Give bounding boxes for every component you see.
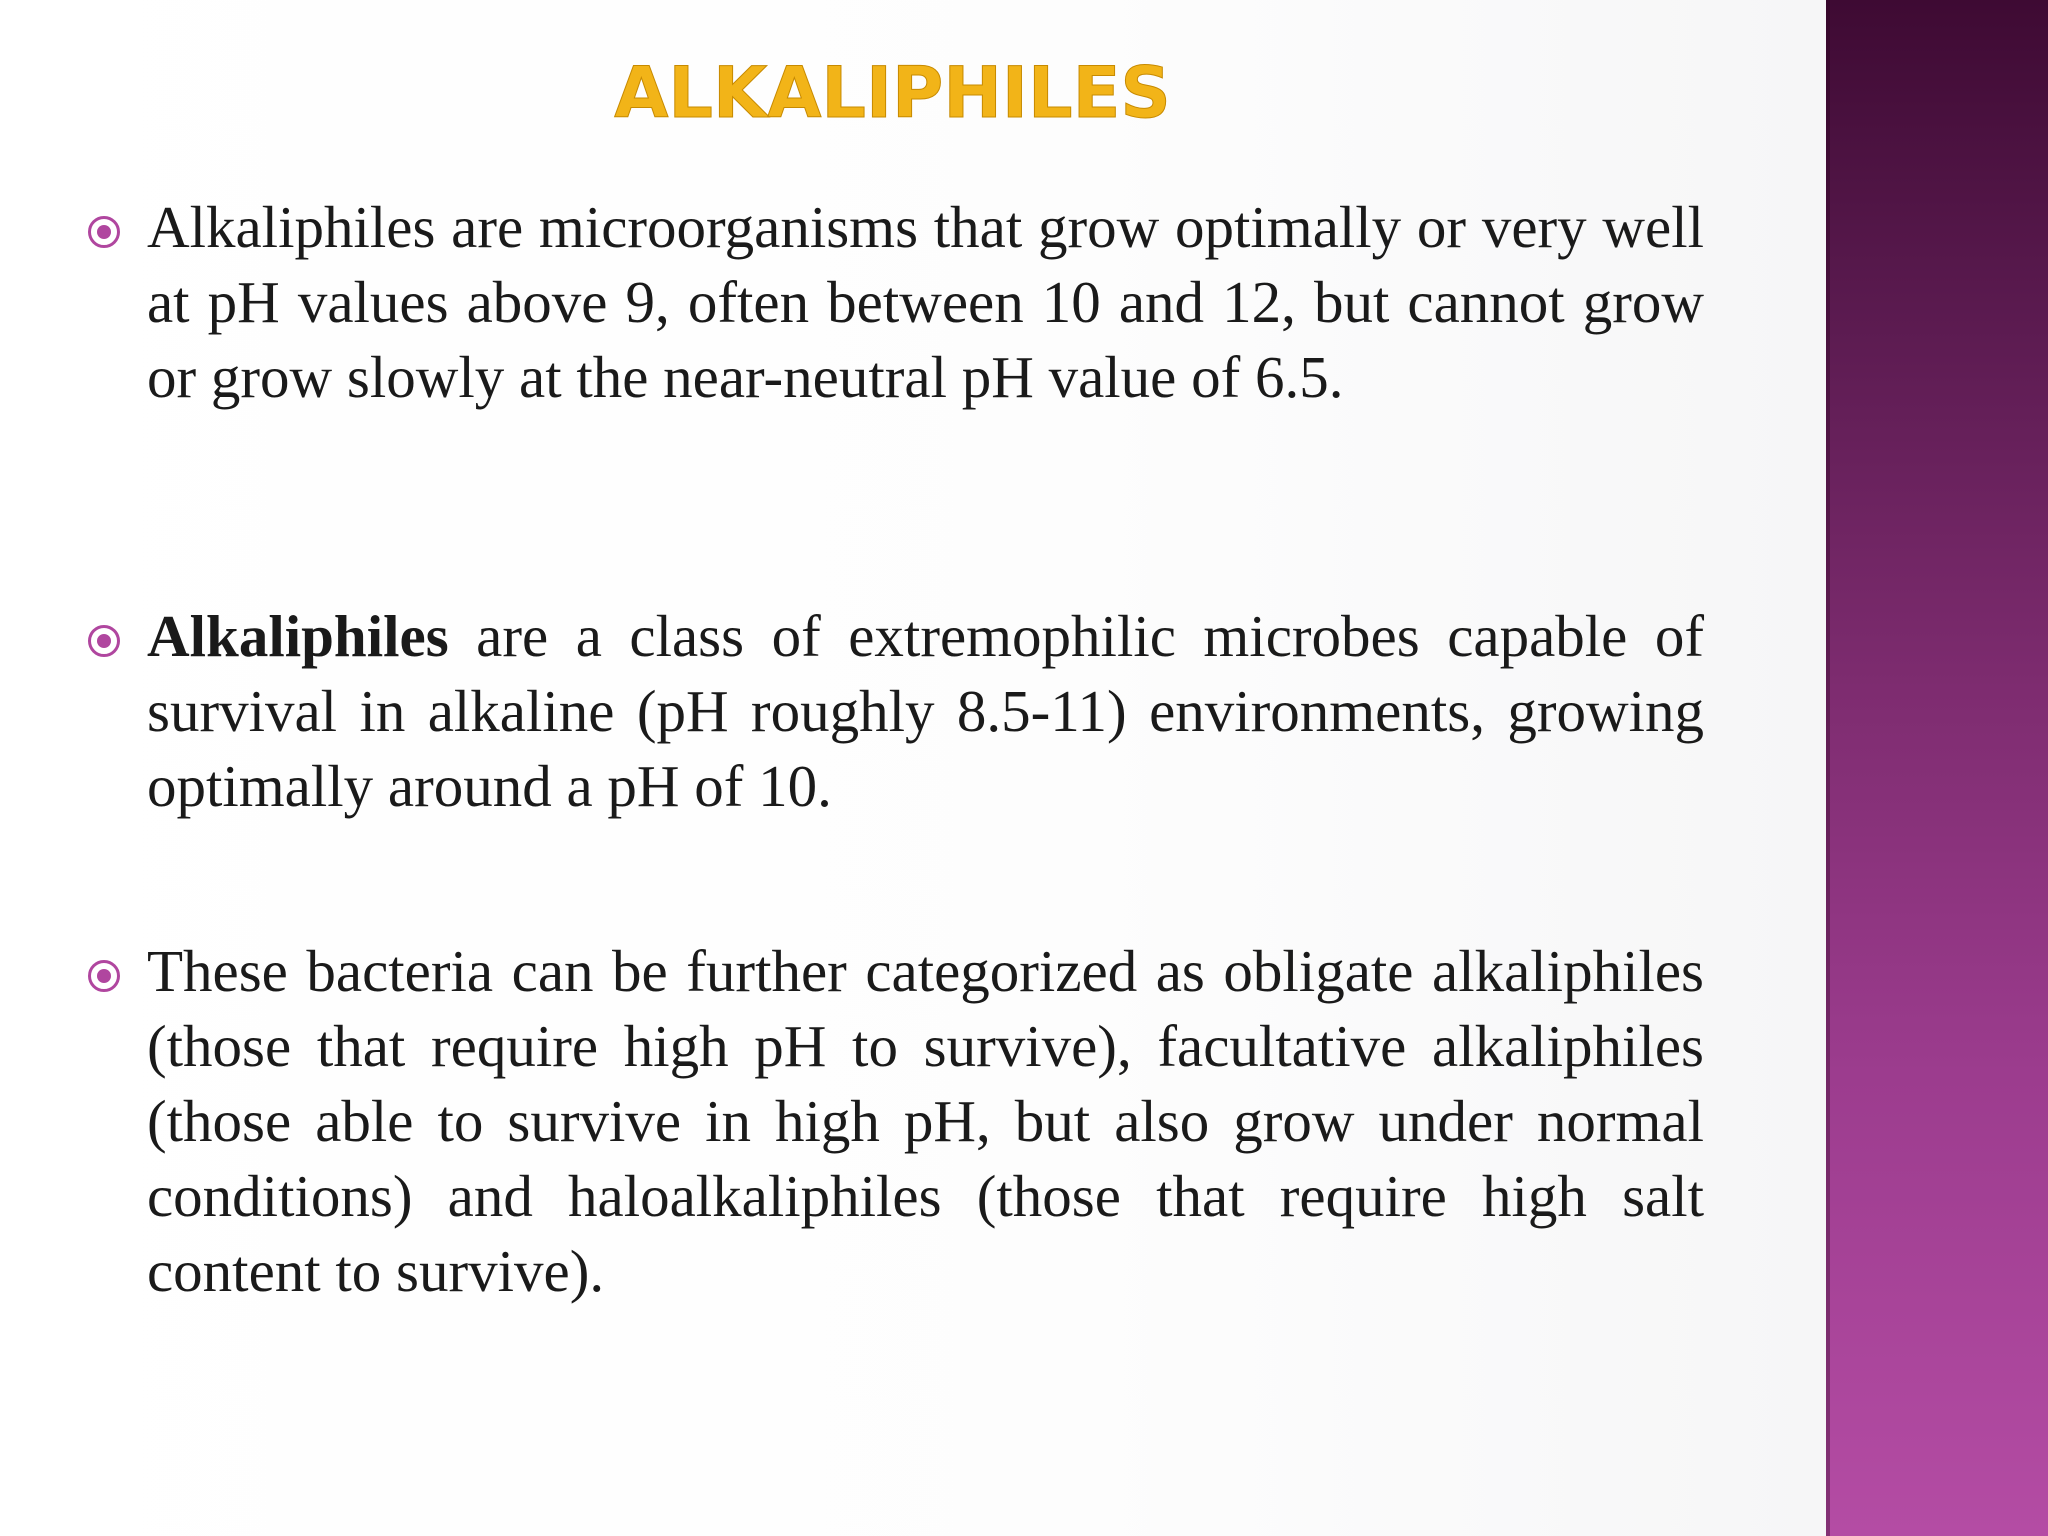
decorative-side-band — [1826, 0, 2048, 1536]
bullet-text: These bacteria can be further categorized as obligate alkaliphiles (those that require high pH to survive), facultative alkaliphiles (those able to survive in high pH, but also grow under normal conditions) and haloalkaliphiles (those that require high salt content to survive). — [147, 938, 1704, 1304]
circled-dot-bullet-icon — [88, 216, 120, 248]
bullet-item-categories — [147, 934, 1704, 1309]
circled-dot-bullet-icon — [88, 960, 120, 992]
bullet-item-extremophile-class — [147, 599, 1704, 824]
bullet-text: are a class of extremophilic microbes capable of survival in alkaline (pH roughly 8.5-11) environments, growing optimally around a pH of 10. — [147, 603, 1704, 819]
circled-dot-bullet-icon — [88, 625, 120, 657]
bullet-bold-lead: Alkaliphiles — [147, 603, 449, 669]
bullet-text: Alkaliphiles are microorganisms that grow optimally or very well at pH values above 9, often between 10 and 12, but cannot grow or grow slowly at the near-neutral pH value of 6.5. — [147, 194, 1704, 410]
bullet-item-definition — [147, 190, 1704, 415]
slide-title: ALKALIPHILES — [614, 52, 1171, 134]
